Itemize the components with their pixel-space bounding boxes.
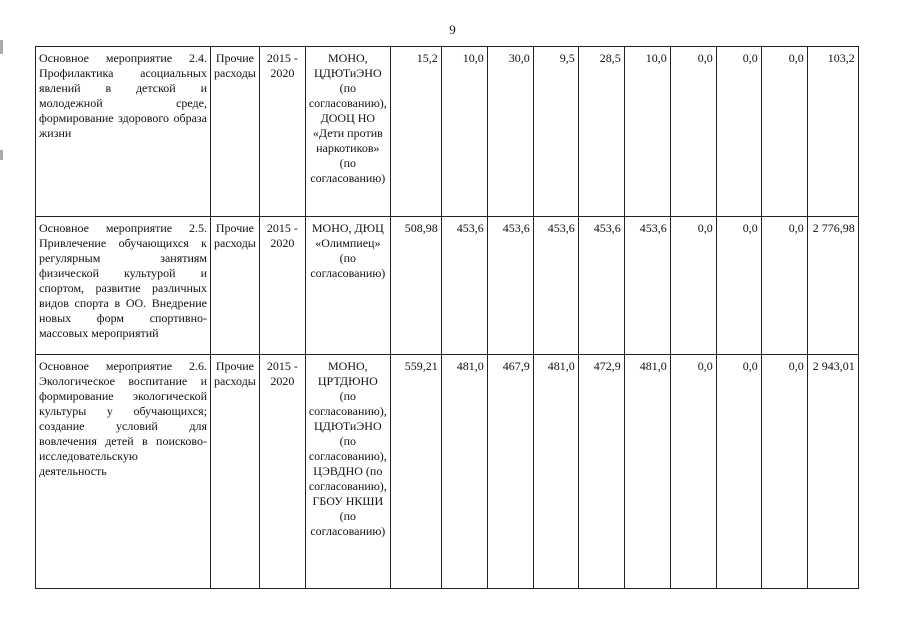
value-cell: 28,5 bbox=[578, 47, 624, 217]
expense-type: Прочие расходы bbox=[211, 47, 260, 217]
table-row bbox=[36, 355, 859, 589]
total-cell: 2 776,98 bbox=[807, 217, 858, 355]
value-cell: 0,0 bbox=[761, 355, 807, 589]
scan-edge-mark bbox=[0, 150, 3, 160]
value-cell: 453,6 bbox=[533, 217, 578, 355]
period: 2015 - 2020 bbox=[259, 47, 305, 217]
value-cell: 453,6 bbox=[487, 217, 533, 355]
value-cell: 9,5 bbox=[533, 47, 578, 217]
total-cell: 103,2 bbox=[807, 47, 858, 217]
value-cell: 467,9 bbox=[487, 355, 533, 589]
value-cell: 30,0 bbox=[487, 47, 533, 217]
expense-type: Прочие расходы bbox=[211, 355, 260, 589]
value-cell: 10,0 bbox=[624, 47, 670, 217]
value-cell: 453,6 bbox=[441, 217, 487, 355]
value-cell: 481,0 bbox=[441, 355, 487, 589]
value-cell: 0,0 bbox=[670, 47, 716, 217]
value-cell: 15,2 bbox=[390, 47, 441, 217]
value-cell: 481,0 bbox=[533, 355, 578, 589]
period: 2015 - 2020 bbox=[259, 217, 305, 355]
value-cell: 508,98 bbox=[390, 217, 441, 355]
value-cell: 559,21 bbox=[390, 355, 441, 589]
total-cell: 2 943,01 bbox=[807, 355, 858, 589]
value-cell: 0,0 bbox=[761, 47, 807, 217]
responsible-executors: МОНО, ЦДЮТиЭНО (по согласованию), ДООЦ НО «Дети против наркотиков» (по согласованию) bbox=[305, 47, 390, 217]
value-cell: 453,6 bbox=[578, 217, 624, 355]
scan-edge-mark bbox=[0, 40, 3, 54]
table-row bbox=[36, 47, 859, 217]
period: 2015 - 2020 bbox=[259, 355, 305, 589]
activity-description: Основное мероприятие 2.5. Привлечение обучающихся к регулярным занятиям физической культурой и спортом, развитие различных видов спорта в ОО. Внедрение новых форм спортивно-массовых мероприятий bbox=[36, 217, 211, 355]
table-row bbox=[36, 217, 859, 355]
value-cell: 0,0 bbox=[716, 47, 761, 217]
activity-description: Основное мероприятие 2.6. Экологическое воспитание и формирование экологической культуры у обучающихся; создание условий для вовлечения детей в поисково-исследовательскую деятельность bbox=[36, 355, 211, 589]
value-cell: 0,0 bbox=[716, 355, 761, 589]
page-number: 9 bbox=[449, 22, 456, 37]
value-cell: 0,0 bbox=[761, 217, 807, 355]
value-cell: 453,6 bbox=[624, 217, 670, 355]
responsible-executors: МОНО, ДЮЦ «Олимпиец» (по согласованию) bbox=[305, 217, 390, 355]
value-cell: 481,0 bbox=[624, 355, 670, 589]
expense-type: Прочие расходы bbox=[211, 217, 260, 355]
value-cell: 10,0 bbox=[441, 47, 487, 217]
value-cell: 0,0 bbox=[670, 355, 716, 589]
value-cell: 0,0 bbox=[716, 217, 761, 355]
value-cell: 0,0 bbox=[670, 217, 716, 355]
activity-description: Основное мероприятие 2.4. Профилактика асоциальных явлений в детской и молодежной среде, формирование здорового образа жизни bbox=[36, 47, 211, 217]
value-cell: 472,9 bbox=[578, 355, 624, 589]
responsible-executors: МОНО, ЦРТДЮНО (по согласованию), ЦДЮТиЭНО (по согласованию), ЦЭВДНО (по согласованию), ГБОУ НКШИ (по согласованию) bbox=[305, 355, 390, 589]
funding-table bbox=[35, 46, 859, 589]
